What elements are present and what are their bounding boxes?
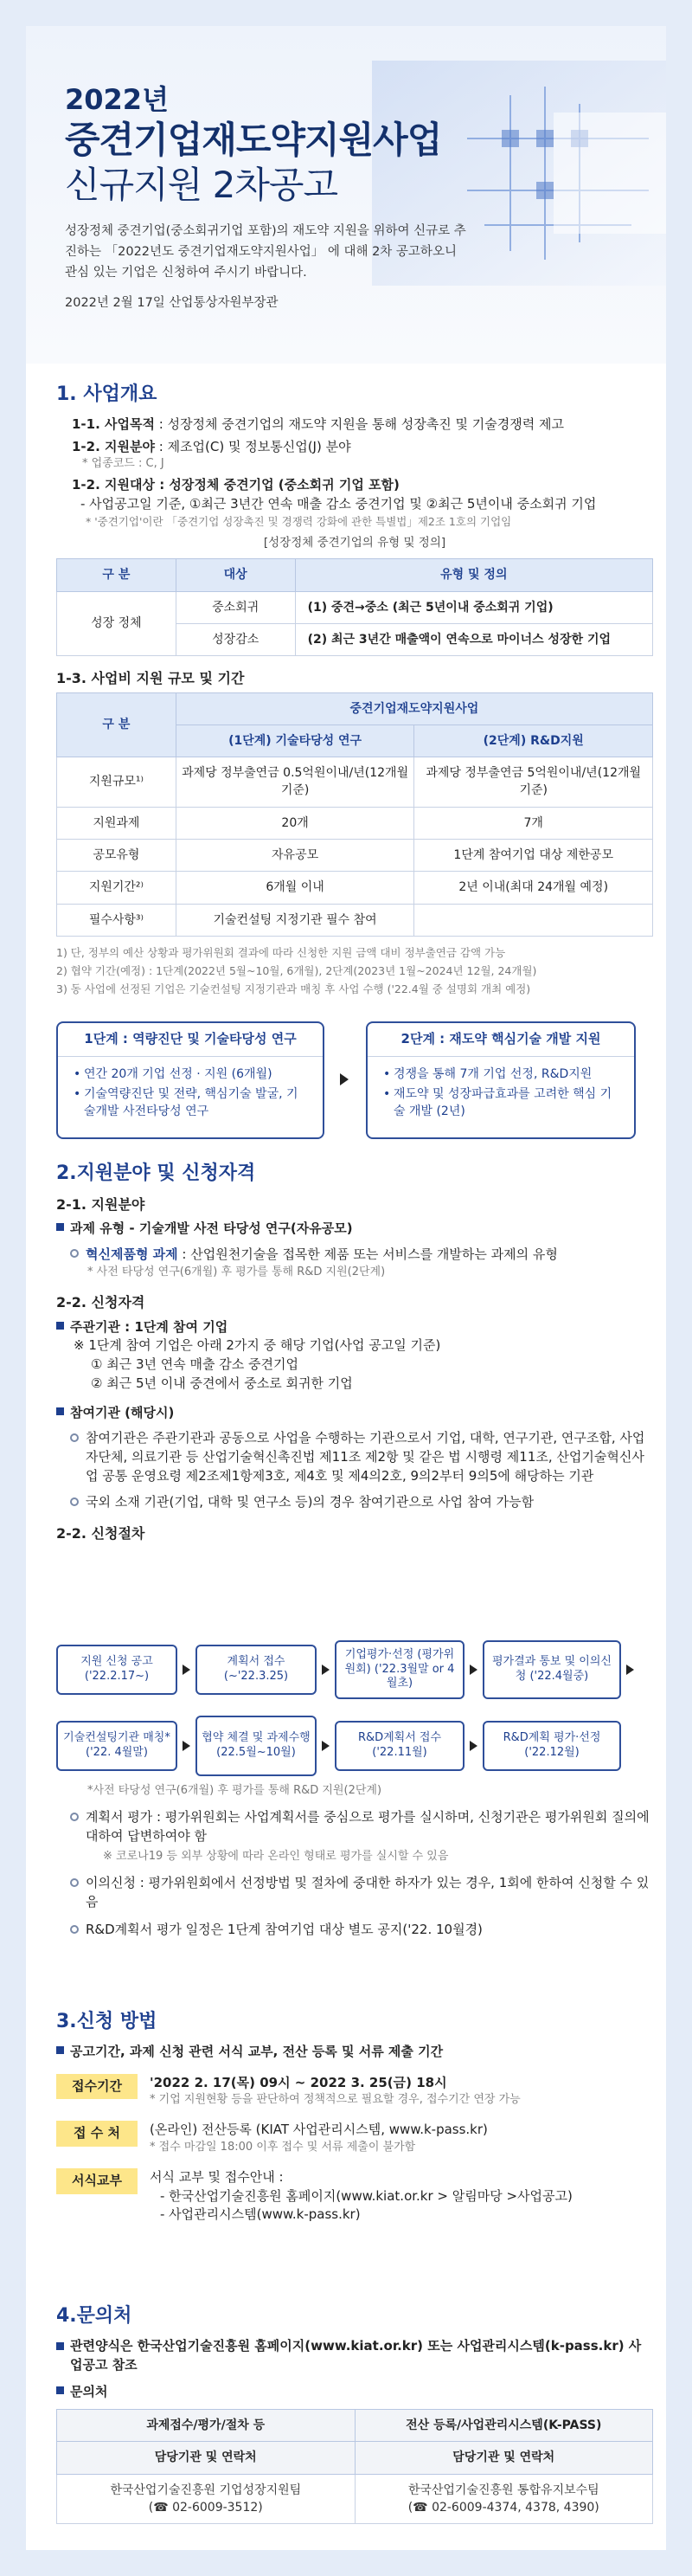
- hero-title: 중견기업재도약지원사업: [65, 119, 442, 161]
- target-line: - 사업공고일 기준, ①최근 3년간 연속 매출 감소 중견기업 및 ②최근 5년이내 중소회귀 기업: [80, 495, 597, 512]
- stage2-title: 2단계 : 재도약 핵심기술 개발 지원: [368, 1023, 634, 1057]
- eval-schedule: R&D계획서 평가 일정은 1단계 참여기업 대상 별도 공지('22. 10월경): [86, 1921, 483, 1937]
- section-overview: [56, 381, 653, 999]
- table-cell: (1) 중견→중소 (최근 5년이내 중소회귀 기업): [295, 591, 652, 623]
- table-header: 전산 등록/사업관리시스템(K-PASS): [355, 2410, 653, 2442]
- stage1-title: 1단계 : 역량진단 및 기술타당성 연구: [58, 1023, 323, 1057]
- table-row: [57, 2474, 653, 2524]
- lead-condition: ① 최근 3년 연속 매출 감소 중견기업: [91, 1356, 298, 1373]
- circle-bullet-icon: [70, 1497, 79, 1506]
- table-cell: 지원과제: [57, 807, 176, 839]
- target-note: * '중견기업'이란 「중견기업 성장촉진 및 경쟁력 강화에 관한 특별법」제2조 1호의 기업임: [86, 514, 512, 528]
- purpose-text: : 성장정체 중견기업의 재도약 지원을 통해 성장촉진 및 기술경쟁력 제고: [154, 415, 564, 432]
- hero-description: 성장정체 중견기업(중소회귀기업 포함)의 재도약 지원을 위하여 신규로 추진하는 「2022년도 중견기업재도약지원사업」 에 대해 2차 공고하오니 관심 있는 기업은 신청하여 주시기 바랍니다.: [65, 224, 466, 280]
- stage1-item: • 기술역량진단 및 전략, 핵심기술 발굴, 기술개발 사전타당성 연구: [74, 1085, 307, 1121]
- table-cell: 자유공모: [176, 839, 414, 871]
- evaluation-notes: [56, 1783, 653, 1939]
- eval-plan-note: ※ 코로나19 등 외부 상황에 따라 온라인 형태로 평가를 실시할 수 있음: [103, 1850, 449, 1864]
- contact-phone: (☎ 02-6009-4374, 4378, 4390): [407, 2501, 599, 2515]
- hero-year: 2022년: [65, 83, 169, 116]
- participant-title: 참여기관 (해당시): [70, 1404, 175, 1420]
- table-header: 담당기관 및 연락처: [355, 2442, 653, 2474]
- table-cell: (2) 최근 3년간 매출액이 연속으로 마이너스 성장한 기업: [295, 624, 652, 656]
- flow-note: *사전 타당성 연구(6개월) 후 평가를 통해 R&D 지원(2단계): [87, 1784, 382, 1797]
- application-tag: 접수기간: [56, 2074, 138, 2100]
- subsection-title: 2-2. 신청자격: [56, 1294, 145, 1311]
- square-bullet-icon: [56, 1407, 64, 1415]
- note: 3) 동 사업에 선정된 기업은 기술컨설팅 지정기관과 매칭 후 사업 수행 ('22.4월 중 설명회 개최 예정): [56, 982, 531, 996]
- flow-step: 평가결과 통보 및 이의신청 ('22.4월중): [483, 1640, 621, 1699]
- table-row: [57, 757, 653, 808]
- section-application: [56, 2008, 653, 2237]
- field-label: 1-2. 지원분야: [72, 438, 155, 454]
- contact-label: 문의처: [70, 2384, 108, 2400]
- application-main: (온라인) 전산등록 (KIAT 사업관리시스템, www.k-pass.kr): [150, 2122, 488, 2138]
- application-row: [56, 2168, 653, 2225]
- section-eligibility: [56, 1160, 653, 1548]
- square-bullet-icon: [56, 1223, 64, 1231]
- task-note: * 사전 타당성 연구(6개월) 후 평가를 통해 R&D 지원(2단계): [87, 1265, 386, 1278]
- hero-subtitle: 신규지원 2차공고: [65, 164, 338, 206]
- table-header: 대상: [176, 559, 295, 591]
- lead-title: 주관기관 : 1단계 참여 기업: [70, 1318, 228, 1335]
- table-cell: 6개월 이내: [176, 872, 414, 904]
- contact-table: [56, 2409, 653, 2524]
- table-header: 구 분: [57, 692, 176, 757]
- contact-org: 한국산업기술진흥원 기업성장지원팀: [110, 2483, 302, 2497]
- stage2-box: [366, 1021, 636, 1139]
- table-cell: 지원규모¹⁾: [57, 757, 176, 808]
- circle-bullet-icon: [70, 1433, 79, 1442]
- arrow-right-icon: [340, 1073, 349, 1085]
- table-header: 중견기업재도약지원사업: [176, 692, 652, 724]
- table-header: (1단계) 기술타당성 연구: [176, 724, 414, 757]
- application-row: [56, 2121, 653, 2156]
- square-bullet-icon: [56, 2386, 64, 2394]
- table-header: (2단계) R&D지원: [414, 724, 653, 757]
- hero-date: 2022년 2월 17일 산업통상자원부장관: [65, 296, 279, 310]
- flow-step: 계획서 접수 (~'22.3.25): [195, 1645, 317, 1695]
- application-main: 서식 교부 및 접수안내 :: [150, 2168, 284, 2185]
- application-tag: 서식교부: [56, 2168, 138, 2194]
- section-heading: 1. 사업개요: [56, 383, 157, 405]
- flow-step: 지원 신청 공고 ('22.2.17~): [56, 1645, 177, 1695]
- flow-step: 기업평가·선정 (평가위원회) ('22.3월말 or 4월초): [335, 1640, 465, 1699]
- arrow-right-icon: [322, 1665, 330, 1675]
- circle-bullet-icon: [70, 1813, 79, 1821]
- eval-plan: 계획서 평가 : 평가위원회는 사업계획서를 중심으로 평가를 실시하며, 신청기관은 평가위원회 질의에 대하여 답변하여야 함: [86, 1808, 650, 1844]
- table-cell: 2년 이내(최대 24개월 예정): [414, 872, 653, 904]
- application-note: * 기업 지원현황 등을 판단하여 정책적으로 필요할 경우, 접수기간 연장 가능: [150, 2093, 521, 2107]
- table-cell: 지원기간²⁾: [57, 872, 176, 904]
- type-table-caption: [성장정체 중견기업의 유형 및 정의]: [263, 535, 446, 550]
- table-row: [57, 591, 653, 623]
- field-note: * 업종코드 : C, J: [82, 457, 164, 471]
- table-header: 과제접수/평가/절차 등: [57, 2410, 356, 2442]
- participant-foreign: 국외 소재 기관(기업, 대학 및 연구소 등)의 경우 참여기관으로 사업 참여 가능함: [86, 1493, 535, 1510]
- scale-label: 1-3. 사업비 지원 규모 및 기간: [56, 670, 245, 687]
- table-cell: 7개: [414, 807, 653, 839]
- table-header: 유형 및 정의: [295, 559, 652, 591]
- table-row: [57, 807, 653, 839]
- flow-step: R&D계획 평가·선정 ('22.12월): [483, 1721, 621, 1771]
- application-line: - 한국산업기술진흥원 홈페이지(www.kiat.or.kr > 알림마당 >사업공고): [160, 2187, 573, 2204]
- square-bullet-icon: [56, 2046, 64, 2054]
- table-header: 담당기관 및 연락처: [57, 2442, 356, 2474]
- table-cell: 성장감소: [176, 624, 295, 656]
- arrow-right-icon: [470, 1665, 477, 1675]
- type-table: [56, 558, 653, 656]
- arrow-right-icon: [183, 1741, 190, 1751]
- table-cell: 과제당 정부출연금 0.5억원이내/년(12개월 기준): [176, 757, 414, 808]
- task-type: 과제 유형 - 기술개발 사전 타당성 연구(자유공모): [70, 1220, 353, 1237]
- hero-banner: [26, 26, 666, 364]
- table-cell: 1단계 참여기업 대상 제한공모: [414, 839, 653, 871]
- contact-org: 한국산업기술진흥원 통합유지보수팀: [407, 2483, 599, 2497]
- flow-step: 협약 체결 및 과제수행 (22.5월~10월): [195, 1716, 317, 1776]
- announcement-card: [26, 26, 666, 2550]
- arrow-right-icon: [470, 1741, 477, 1751]
- lead-condition: ② 최근 5년 이내 중견에서 중소로 회귀한 기업: [91, 1375, 353, 1391]
- participant-desc: 참여기관은 주관기관과 공동으로 사업을 수행하는 기관으로서 기업, 대학, 연구기관, 연구조합, 사업자단체, 의료기관 등 산업기술혁신촉진법 제11조 제2항 및 같은 법 시행령 제11조, 산업기술혁신사업 공통 운영요령 제2조제1항제3호, 제4호 및 제4의2호, 9의2부터 9의5에 해당하는 기관: [86, 1430, 645, 1484]
- table-cell: 20개: [176, 807, 414, 839]
- eval-objection: 이의신청 : 평가위원회에서 선정방법 및 절차에 중대한 하자가 있는 경우, 1회에 한하여 신청할 수 있음: [86, 1875, 650, 1909]
- table-row: [57, 872, 653, 904]
- square-bullet-icon: [56, 2342, 64, 2350]
- section-heading: 4.문의처: [56, 2305, 132, 2327]
- lead-note: ※ 1단계 참여 기업은 아래 2가지 중 해당 기업(사업 공고일 기준): [74, 1337, 441, 1354]
- field-text: : 제조업(C) 및 정보통신업(J) 분야: [154, 438, 351, 454]
- square-bullet-icon: [56, 1322, 64, 1330]
- note: 1) 단, 정부의 예산 상황과 평가위원회 결과에 따라 신청한 지원 금액 대비 정부출연금 감액 가능: [56, 945, 506, 959]
- section-heading: 3.신청 방법: [56, 2011, 157, 2032]
- application-tag: 접 수 처: [56, 2121, 138, 2147]
- application-sub: 공고기간, 과제 신청 관련 서식 교부, 전산 등록 및 서류 제출 기간: [70, 2043, 444, 2059]
- subsection-title: 2-1. 지원분야: [56, 1195, 145, 1213]
- arrow-right-icon: [626, 1665, 634, 1675]
- table-cell: 과제당 정부출연금 5억원이내/년(12개월 기준): [414, 757, 653, 808]
- flow-step: R&D계획서 접수 ('22.11월): [335, 1721, 465, 1771]
- stage2-item: • 경쟁을 통해 7개 기업 선정, R&D지원: [383, 1066, 618, 1083]
- contact-phone: (☎ 02-6009-3512): [148, 2501, 263, 2515]
- table-cell: 기술컨설팅 지정기관 필수 참여: [176, 904, 414, 936]
- scale-table: [56, 692, 653, 937]
- subsection-title: 2-2. 신청절차: [56, 1525, 145, 1542]
- note: 2) 협약 기간(예정) : 1단계(2022년 5월~10월, 6개월), 2단계(2023년 1월~2024년 12월, 24개월): [56, 964, 537, 978]
- arrow-right-icon: [322, 1741, 330, 1751]
- section-heading: 2.지원분야 및 신청자격: [56, 1162, 256, 1184]
- application-line: - 사업관리시스템(www.k-pass.kr): [160, 2206, 361, 2223]
- scale-notes: [56, 943, 653, 999]
- application-row: [56, 2074, 653, 2109]
- table-row: [57, 839, 653, 871]
- table-cell: [414, 904, 653, 936]
- table-row: [57, 904, 653, 936]
- purpose-label: 1-1. 사업목적: [72, 415, 155, 432]
- contact-ref: 관련양식은 한국산업기술진흥원 홈페이지(www.kiat.or.kr) 또는 사업관리시스템(k-pass.kr) 사업공고 참조: [70, 2337, 642, 2373]
- table-cell: 성장 정체: [57, 591, 176, 656]
- flow-step: 기술컨설팅기관 매칭* ('22. 4월말): [56, 1721, 177, 1771]
- table-cell: 중소회귀: [176, 591, 295, 623]
- circle-bullet-icon: [70, 1925, 79, 1934]
- circle-bullet-icon: [70, 1249, 79, 1258]
- task-text: : 산업원천기술을 접목한 제품 또는 서비스를 개발하는 과제의 유형: [177, 1246, 558, 1262]
- application-note: * 접수 마감일 18:00 이후 접수 및 서류 제출이 불가함: [150, 2140, 416, 2154]
- table-cell: 필수사항³⁾: [57, 904, 176, 936]
- stage1-item: • 연간 20개 기업 선정 · 지원 (6개월): [74, 1066, 307, 1083]
- task-label: 혁신제품형 과제: [86, 1246, 178, 1262]
- stage2-item: • 재도약 및 성장파급효과를 고려한 핵심 기술 개발 (2년): [383, 1085, 618, 1121]
- application-main: '2022 2. 17(목) 09시 ~ 2022 3. 25(금) 18시: [150, 2074, 447, 2090]
- circle-bullet-icon: [70, 1878, 79, 1887]
- table-cell: 공모유형: [57, 839, 176, 871]
- arrow-right-icon: [183, 1665, 190, 1675]
- target-label: 1-2. 지원대상 : 성장정체 중견기업 (중소회귀 기업 포함): [72, 477, 400, 493]
- section-contact: [56, 2302, 653, 2524]
- stage1-box: [56, 1021, 324, 1139]
- table-header: 구 분: [57, 559, 176, 591]
